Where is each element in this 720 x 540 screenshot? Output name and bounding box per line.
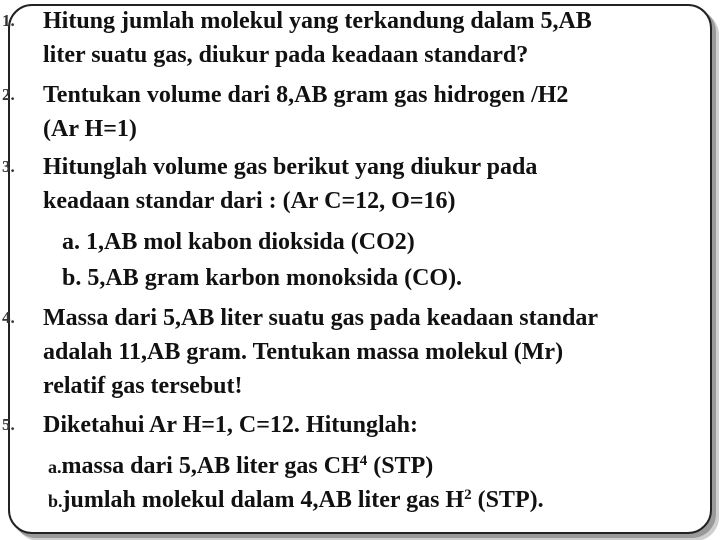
question-2-line-1: Tentukan volume dari 8,AB gram gas hidrogen /H2 <box>43 82 569 108</box>
question-4-line-3: relatif gas tersebut! <box>43 373 243 399</box>
question-5-subitem-a <box>48 452 433 481</box>
question-4-number: 4. <box>2 308 15 327</box>
question-5-line-1: Diketahui Ar H=1, C=12. Hitunglah: <box>43 412 418 438</box>
question-5-subitem-a-text: massa dari 5,AB liter gas CH <box>61 453 360 479</box>
question-5-subitem-b-letter: b. <box>48 491 63 511</box>
question-1-line-2: liter suatu gas, diukur pada keadaan standard? <box>43 42 529 68</box>
question-2-line-2: (Ar H=1) <box>43 116 137 142</box>
question-5-subitem-b <box>48 486 544 515</box>
question-3-subitem-b: b. 5,AB gram karbon monoksida (CO). <box>62 265 463 291</box>
question-3-line-1: Hitunglah volume gas berikut yang diukur pada <box>43 154 538 180</box>
question-2-number: 2. <box>2 85 15 104</box>
question-5-number: 5. <box>2 415 15 434</box>
question-1-line-1: Hitung jumlah molekul yang terkandung dalam 5,AB <box>43 8 592 34</box>
question-5-subitem-b-superscript: 2 <box>464 487 472 503</box>
question-5-subitem-b-text: jumlah molekul dalam 4,AB liter gas H <box>62 487 465 513</box>
question-1-number: 1. <box>2 11 15 30</box>
question-5-subitem-b-after: (STP). <box>471 487 544 513</box>
question-5-subitem-a-after: (STP) <box>367 453 434 479</box>
question-4-line-2: adalah 11,AB gram. Tentukan massa molekul (Mr) <box>43 339 564 365</box>
question-5-subitem-a-letter: a. <box>48 457 62 477</box>
question-5-subitem-a-superscript: 4 <box>359 453 368 469</box>
question-3-number: 3. <box>2 157 15 176</box>
question-3-subitem-a: a. 1,AB mol kabon dioksida (CO2) <box>62 229 415 255</box>
question-4-line-1: Massa dari 5,AB liter suatu gas pada keadaan standar <box>43 305 598 331</box>
question-3-line-2: keadaan standar dari : (Ar C=12, O=16) <box>43 188 456 214</box>
